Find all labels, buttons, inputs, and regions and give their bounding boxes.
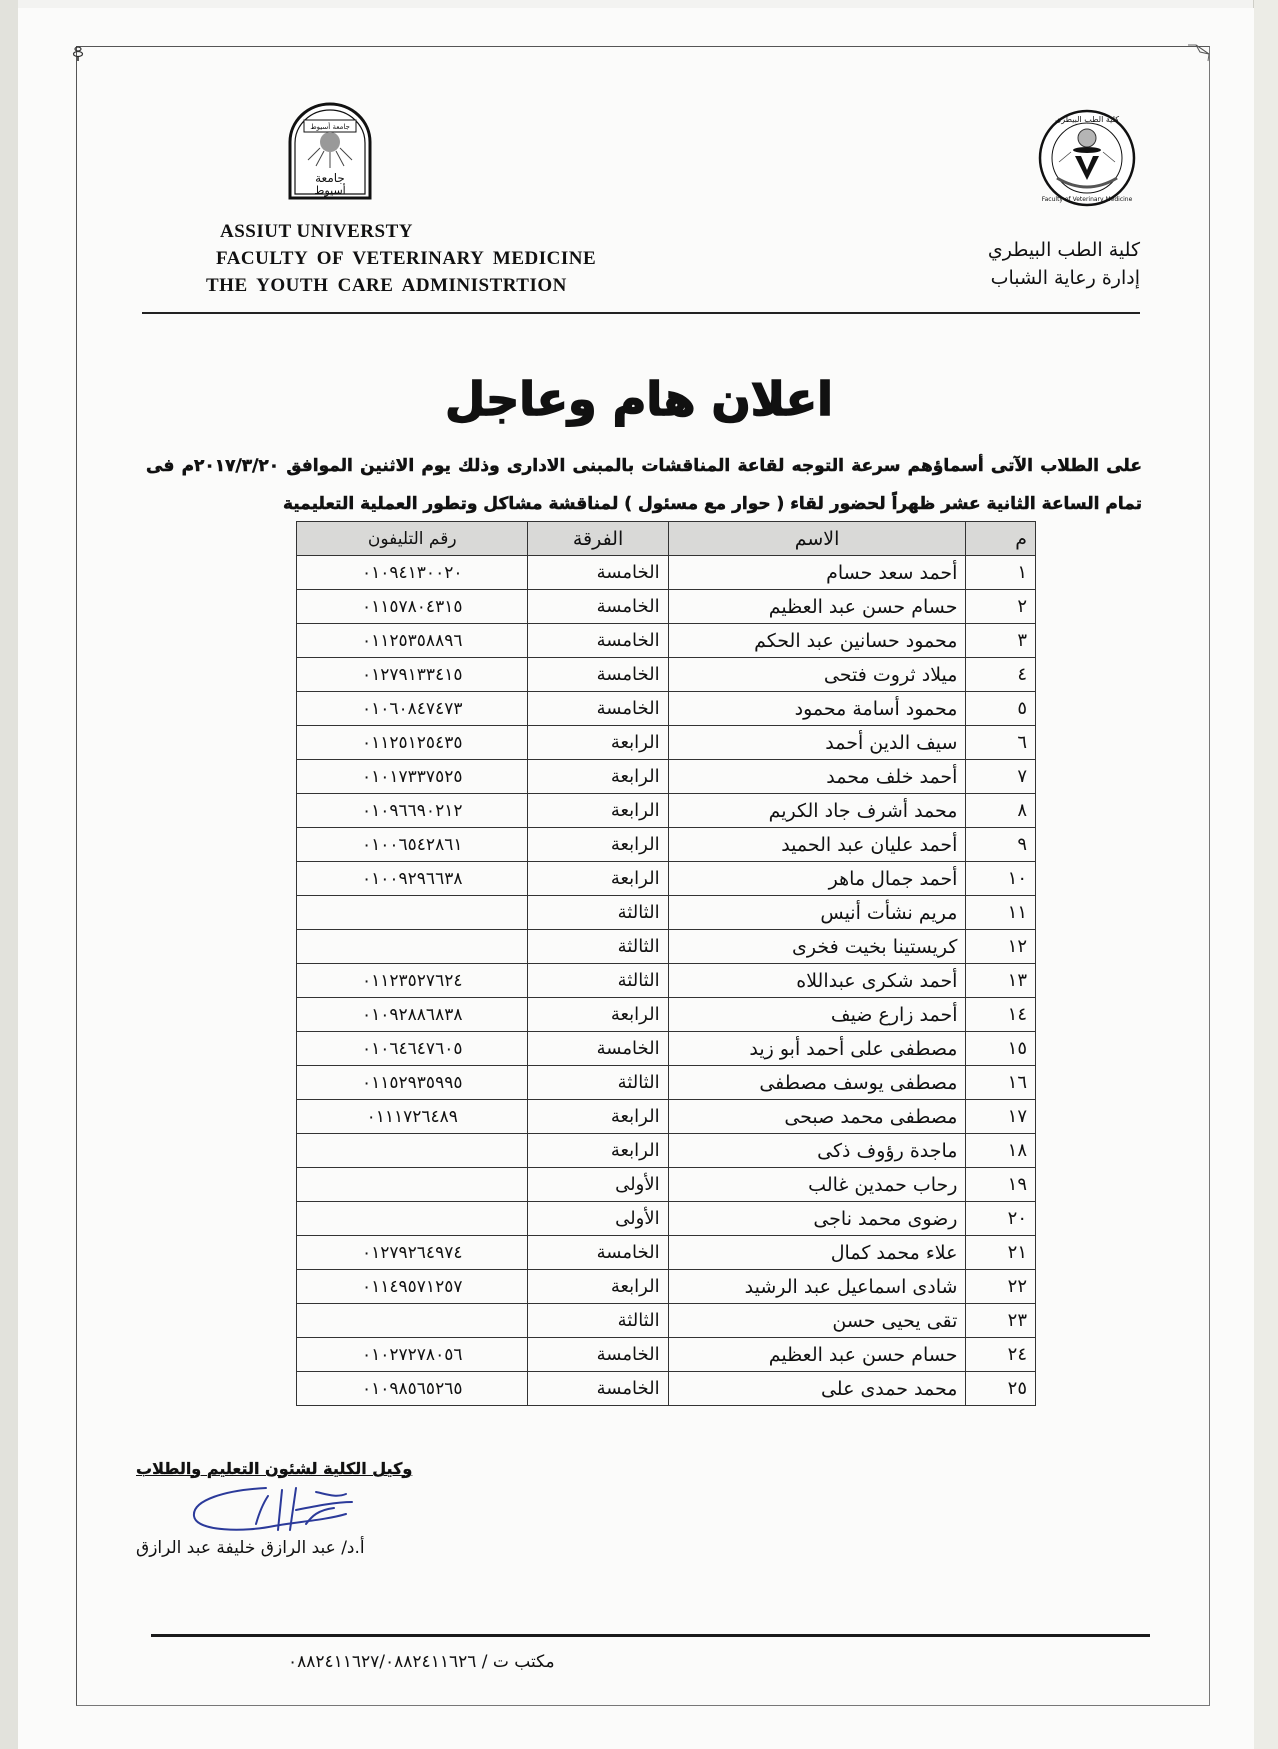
scan-edge-right [1253, 0, 1278, 1749]
table-row [297, 1100, 1036, 1134]
table-row [297, 658, 1036, 692]
row-number: ٢٤ [966, 1338, 1036, 1372]
student-phone: ٠١٠٩٢٨٨٦٨٣٨ [297, 998, 528, 1032]
table-row [297, 556, 1036, 590]
row-number: ١٨ [966, 1134, 1036, 1168]
student-year: الخامسة [528, 624, 668, 658]
student-name: مريم نشأت أنيس [668, 896, 966, 930]
student-year: الرابعة [528, 998, 668, 1032]
svg-text:كلية الطب البيطرى: كلية الطب البيطرى [1054, 115, 1120, 124]
student-phone: ٠١١٤٩٥٧١٢٥٧ [297, 1270, 528, 1304]
announcement-title: اعلان هام وعاجل [445, 372, 833, 426]
student-name: محمود أسامة محمود [668, 692, 966, 726]
student-year: الخامسة [528, 658, 668, 692]
svg-text:Faculty of Veterinary Medicine: Faculty of Veterinary Medicine [1041, 196, 1133, 203]
student-phone [297, 1168, 528, 1202]
row-number: ١٣ [966, 964, 1036, 998]
student-year: الرابعة [528, 794, 668, 828]
student-year: الخامسة [528, 556, 668, 590]
table-row [297, 862, 1036, 896]
student-phone: ٠١٠١٧٣٣٧٥٢٥ [297, 760, 528, 794]
student-phone: ٠١١١٧٢٦٤٨٩ [297, 1100, 528, 1134]
row-number: ١٤ [966, 998, 1036, 1032]
student-year: الرابعة [528, 726, 668, 760]
student-phone [297, 1304, 528, 1338]
page-corner-fold-icon [1188, 44, 1210, 62]
row-number: ١٦ [966, 1066, 1036, 1100]
row-number: ٩ [966, 828, 1036, 862]
row-number: ١٧ [966, 1100, 1036, 1134]
student-phone [297, 1202, 528, 1236]
student-year: الرابعة [528, 828, 668, 862]
table-row [297, 896, 1036, 930]
table-row [297, 964, 1036, 998]
student-year: الخامسة [528, 1236, 668, 1270]
student-phone: ٠١١٥٧٨٠٤٣١٥ [297, 590, 528, 624]
faculty-of-veterinary-medicine-logo [1037, 108, 1137, 208]
table-row [297, 1134, 1036, 1168]
row-number: ٢١ [966, 1236, 1036, 1270]
announcement-body: على الطلاب الآتى أسماؤهم سرعة التوجه لقاعة المناقشات بالمبنى الادارى وذلك يوم الاثنين الموافق ٢٠١٧/٣/٢٠م فى تمام الساعة الثانية عشر ظهراً لحضور لقاء ( حوار مع مسئول ) لمناقشة مشاكل وتطور العملية التعليمية [146, 456, 1142, 514]
student-phone: ٠١٢٧٩٢٦٤٩٧٤ [297, 1236, 528, 1270]
student-name: شادى اسماعيل عبد الرشيد [668, 1270, 966, 1304]
student-year: الرابعة [528, 1100, 668, 1134]
student-year: الخامسة [528, 590, 668, 624]
table-row [297, 1168, 1036, 1202]
row-number: ١٠ [966, 862, 1036, 896]
student-year: الرابعة [528, 1270, 668, 1304]
english-letterhead [206, 218, 596, 299]
student-name: أحمد سعد حسام [668, 556, 966, 590]
pushpin-icon [72, 46, 84, 62]
table-row [297, 1202, 1036, 1236]
svg-text:أسيوط: أسيوط [314, 184, 346, 197]
column-header-name: الاسم [668, 522, 966, 556]
table-row [297, 1372, 1036, 1406]
table-row [297, 1066, 1036, 1100]
row-number: ١٢ [966, 930, 1036, 964]
student-name: أحمد جمال ماهر [668, 862, 966, 896]
students-table [296, 521, 1036, 1406]
row-number: ١٥ [966, 1032, 1036, 1066]
student-year: الخامسة [528, 1032, 668, 1066]
student-year: الرابعة [528, 760, 668, 794]
student-year: الأولى [528, 1168, 668, 1202]
row-number: ٢٢ [966, 1270, 1036, 1304]
row-number: ٨ [966, 794, 1036, 828]
student-phone: ٠١١٢٣٥٢٧٦٢٤ [297, 964, 528, 998]
student-year: الخامسة [528, 1338, 668, 1372]
administration-name: THE YOUTH CARE ADMINISTRTION [206, 275, 567, 296]
student-year: الأولى [528, 1202, 668, 1236]
administration-name-arabic: إدارة رعاية الشباب [990, 267, 1140, 289]
table-row [297, 1236, 1036, 1270]
student-year: الخامسة [528, 692, 668, 726]
student-name: أحمد زارع ضيف [668, 998, 966, 1032]
row-number: ٤ [966, 658, 1036, 692]
student-name: ماجدة رؤوف ذكى [668, 1134, 966, 1168]
student-name: حسام حسن عبد العظيم [668, 590, 966, 624]
students-table-body [297, 556, 1036, 1406]
student-name: محمد حمدى على [668, 1372, 966, 1406]
table-row [297, 624, 1036, 658]
row-number: ١ [966, 556, 1036, 590]
student-name: أحمد خلف محمد [668, 760, 966, 794]
svg-text:جامعة أسيوط: جامعة أسيوط [310, 123, 350, 131]
column-header-year: الفرقة [528, 522, 668, 556]
student-name: حسام حسن عبد العظيم [668, 1338, 966, 1372]
table-row [297, 760, 1036, 794]
table-header-row [297, 522, 1036, 556]
student-name: محمود حسانين عبد الحكم [668, 624, 966, 658]
student-phone: ٠١٠٩٤١٣٠٠٢٠ [297, 556, 528, 590]
student-phone: ٠١٢٧٩١٣٣٤١٥ [297, 658, 528, 692]
footer-divider [151, 1634, 1150, 1637]
student-phone: ٠١٠٦٠٨٤٧٤٧٣ [297, 692, 528, 726]
column-header-phone: رقم التليفون [297, 522, 528, 556]
student-year: الثالثة [528, 1304, 668, 1338]
row-number: ٢٣ [966, 1304, 1036, 1338]
student-name: رحاب حمدين غالب [668, 1168, 966, 1202]
student-name: رضوى محمد ناجى [668, 1202, 966, 1236]
office-phone-footer [288, 1652, 555, 1672]
faculty-name: FACULTY OF VETERINARY MEDICINE [216, 248, 597, 269]
row-number: ٣ [966, 624, 1036, 658]
student-phone: ٠١٠٠٩٢٩٦٦٣٨ [297, 862, 528, 896]
student-name: ميلاد ثروت فتحى [668, 658, 966, 692]
student-year: الرابعة [528, 1134, 668, 1168]
faculty-name-arabic: كلية الطب البيطري [987, 239, 1140, 261]
arabic-letterhead [988, 236, 1140, 292]
student-name: مصطفى على أحمد أبو زيد [668, 1032, 966, 1066]
student-name: مصطفى يوسف مصطفى [668, 1066, 966, 1100]
column-header-number: م [966, 522, 1036, 556]
row-number: ١٩ [966, 1168, 1036, 1202]
student-name: مصطفى محمد صبحى [668, 1100, 966, 1134]
student-phone [297, 1134, 528, 1168]
student-phone: ٠١١٢٥١٢٥٤٣٥ [297, 726, 528, 760]
student-phone [297, 896, 528, 930]
university-name: ASSIUT UNIVERSTY [220, 221, 413, 242]
row-number: ٥ [966, 692, 1036, 726]
scan-edge-left [0, 0, 18, 1749]
table-row [297, 590, 1036, 624]
row-number: ٦ [966, 726, 1036, 760]
table-row [297, 794, 1036, 828]
office-phone-numbers: ٠٨٨٢٤١١٦٢٧/٠٨٨٢٤١١٦٢٦ [288, 1652, 477, 1672]
table-row [297, 692, 1036, 726]
table-row [297, 726, 1036, 760]
student-phone: ٠١٠٩٨٥٦٥٢٦٥ [297, 1372, 528, 1406]
signatory-title: وكيل الكلية لشئون التعليم والطلاب [136, 1459, 413, 1478]
student-name: تقى يحيى حسن [668, 1304, 966, 1338]
table-row [297, 1338, 1036, 1372]
student-phone: ٠١١٢٥٣٥٨٨٩٦ [297, 624, 528, 658]
student-phone: ٠١٠٩٦٦٩٠٢١٢ [297, 794, 528, 828]
table-row [297, 998, 1036, 1032]
student-year: الثالثة [528, 964, 668, 998]
student-name: علاء محمد كمال [668, 1236, 966, 1270]
student-phone: ٠١١٥٢٩٣٥٩٩٥ [297, 1066, 528, 1100]
row-number: ٢٠ [966, 1202, 1036, 1236]
student-name: محمد أشرف جاد الكريم [668, 794, 966, 828]
student-year: الثالثة [528, 930, 668, 964]
table-row [297, 1032, 1036, 1066]
header-divider [142, 312, 1140, 314]
row-number: ٢ [966, 590, 1036, 624]
student-name: سيف الدين أحمد [668, 726, 966, 760]
student-year: الثالثة [528, 896, 668, 930]
row-number: ٢٥ [966, 1372, 1036, 1406]
assiut-university-logo [286, 102, 374, 200]
row-number: ١١ [966, 896, 1036, 930]
office-phone-label: مكتب ت / [481, 1652, 555, 1672]
student-phone: ٠١٠٢٧٢٧٨٠٥٦ [297, 1338, 528, 1372]
student-year: الرابعة [528, 862, 668, 896]
table-row [297, 1304, 1036, 1338]
student-phone: ٠١٠٦٤٦٤٧٦٠٥ [297, 1032, 528, 1066]
table-row [297, 828, 1036, 862]
svg-text:جامعة: جامعة [315, 171, 345, 185]
student-name: كريستينا بخيت فخرى [668, 930, 966, 964]
table-row [297, 930, 1036, 964]
student-name: أحمد عليان عبد الحميد [668, 828, 966, 862]
student-name: أحمد شكرى عبداللاه [668, 964, 966, 998]
student-phone [297, 930, 528, 964]
student-phone: ٠١٠٠٦٥٤٢٨٦١ [297, 828, 528, 862]
table-row [297, 1270, 1036, 1304]
student-year: الثالثة [528, 1066, 668, 1100]
student-year: الخامسة [528, 1372, 668, 1406]
signatory-name: أ.د/ عبد الرازق خليفة عبد الرازق [136, 1538, 365, 1558]
row-number: ٧ [966, 760, 1036, 794]
